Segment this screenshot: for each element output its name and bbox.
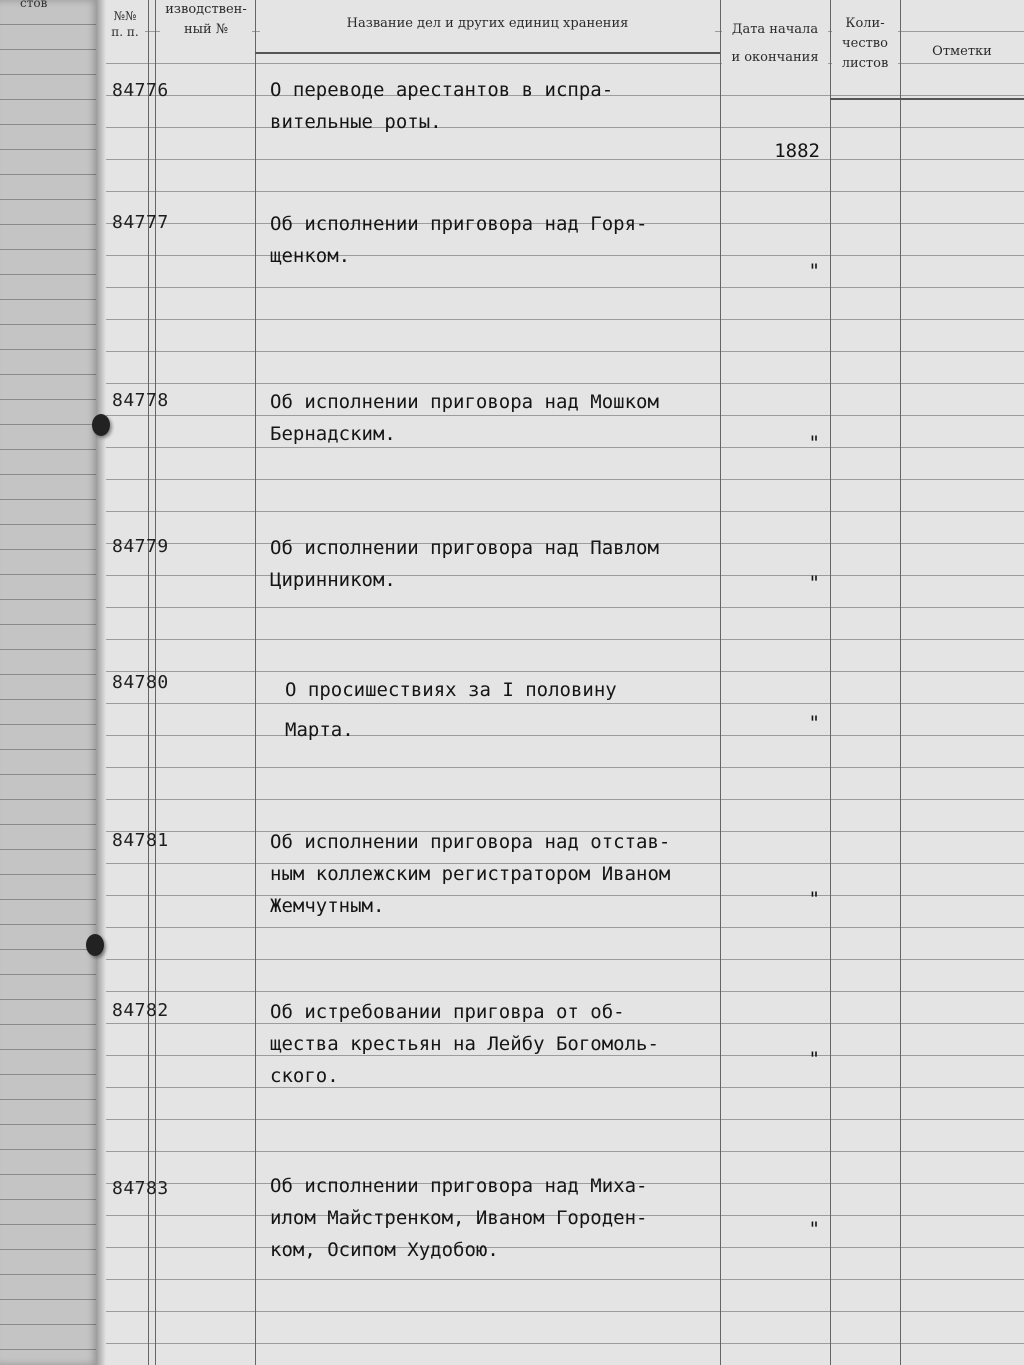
row-date-84776: 1882: [774, 140, 820, 162]
row-title-84781: Об исполнении приговора над отстав- ным коллежским регистратором Иваном Жемчутным.: [270, 831, 671, 917]
header-underline: [830, 98, 1024, 100]
row-number-84781: 84781: [112, 830, 169, 851]
column-rule: [830, 0, 831, 1365]
row-title-84777: Об исполнении приговора над Горя- щенком.: [270, 213, 648, 267]
header-sheet-count: Коли- чество листов: [832, 14, 898, 74]
row-number-84782: 84782: [112, 1000, 169, 1021]
row-date-84783: ": [808, 1218, 820, 1240]
row-number-84779: 84779: [112, 536, 169, 557]
header-date: Дата начала и окончания: [722, 16, 828, 72]
row-date-84779: ": [808, 572, 820, 594]
binding-hole: [92, 414, 110, 436]
row-date-84781: ": [808, 888, 820, 910]
row-number-84777: 84777: [112, 212, 169, 233]
register-page: [100, 0, 1024, 1365]
row-title-84779: Об исполнении приговора над Павлом Циринником.: [270, 537, 659, 591]
row-number-84778: 84778: [112, 390, 169, 411]
header-title: Название дел и других единиц хранения: [260, 14, 715, 34]
row-number-84776: 84776: [112, 80, 169, 101]
column-rule: [255, 0, 256, 1365]
binding-hole: [86, 934, 104, 956]
row-title-84776: О переводе арестантов в испра- вительные роты.: [270, 79, 614, 133]
header-left-fragment: стов: [20, 0, 48, 10]
row-title-84778: Об исполнении приговора над Мошком Бернадским.: [270, 391, 659, 445]
row-number-84780: 84780: [112, 672, 169, 693]
column-rule: [900, 0, 901, 1365]
left-page-margin: [0, 0, 100, 1365]
row-title-84780: О просишествиях за I половину Марта.: [285, 679, 617, 741]
row-date-84780: ": [808, 712, 820, 734]
row-number-84783: 84783: [112, 1178, 169, 1199]
row-title-84782: Об истребовании приговра от об- щества крестьян на Лейбу Богомоль- ского.: [270, 1001, 659, 1087]
row-date-84778: ": [808, 432, 820, 454]
header-production-number: изводствен- ный №: [160, 0, 252, 40]
row-date-84782: ": [808, 1048, 820, 1070]
binding-fold-shadow: [96, 0, 106, 1365]
row-date-84777: ": [808, 260, 820, 282]
header-underline: [255, 52, 720, 54]
row-title-84783: Об исполнении приговора над Миха- илом Майстренком, Иваном Городен- ком, Осипом Худобою.: [270, 1175, 648, 1261]
header-row-number: №№ п. п.: [105, 8, 145, 40]
header-notes: Отметки: [902, 42, 1022, 62]
